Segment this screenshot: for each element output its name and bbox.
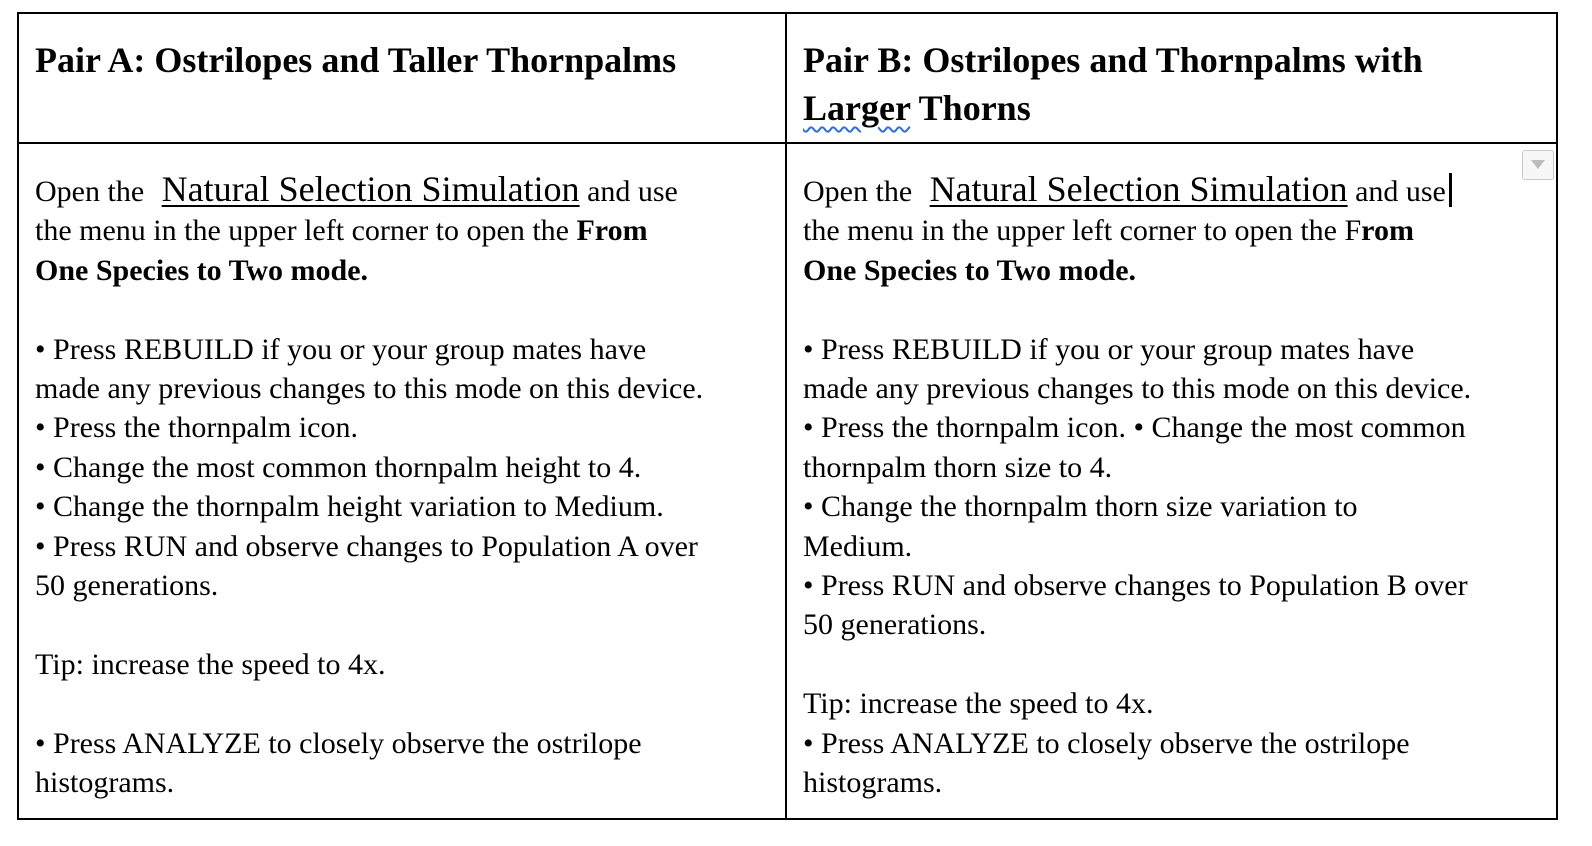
pair-a-body-cell[interactable] (18, 143, 786, 819)
blank-line (803, 290, 1540, 329)
pair-a-intro-line3 (35, 251, 769, 290)
pair-a-mode-name: One Species to Two mode. (35, 253, 369, 287)
pair-a-analyze-line2: histograms. (35, 766, 175, 800)
pair-b-intro-line3 (803, 251, 1540, 290)
pair-b-analyze-line2: histograms. (803, 766, 943, 800)
pair-a-rebuild-line2: made any previous changes to this mode on this device. (35, 372, 704, 406)
pair-a-run-line1: • Press RUN and observe changes to Population A over (35, 529, 698, 563)
pair-b-and-use-text: and use (1355, 175, 1446, 208)
pair-b-simulation-link[interactable]: Natural Selection Simulation (929, 169, 1348, 209)
pair-a-run-line2: 50 generations. (35, 569, 219, 603)
pair-b-variation-line2: Medium. (803, 529, 913, 563)
pair-b-intro-line2 (803, 211, 1540, 250)
pair-a-variation-step: • Change the thornpalm height variation to Medium. (35, 490, 664, 524)
chevron-down-icon[interactable] (1522, 150, 1554, 180)
pair-b-header-line2 (803, 84, 1540, 132)
blank-line (35, 290, 769, 329)
body-row (18, 143, 1557, 819)
blank-line (35, 684, 769, 723)
pair-b-icon-step-line2: thornpalm thorn size to 4. (803, 450, 1113, 484)
pair-b-rebuild-line1: • Press REBUILD if you or your group mates have (803, 332, 1415, 366)
pair-a-header-text: Pair A: Ostrilopes and Taller Thornpalms (35, 40, 677, 80)
pair-b-instructions (787, 144, 1556, 802)
pair-a-intro-line1 (35, 170, 769, 211)
pair-b-open-text: Open the (803, 175, 913, 208)
pair-a-header (19, 14, 785, 84)
pair-a-open-text: Open the (35, 175, 145, 208)
pair-b-header-line1: Pair B: Ostrilopes and Thornpalms with (803, 40, 1423, 80)
text-cursor (1449, 173, 1452, 207)
pair-b-mode-from: rom (1361, 214, 1414, 248)
blank-line (35, 605, 769, 644)
pair-a-analyze-line1: • Press ANALYZE to closely observe the ostrilope (35, 726, 642, 760)
pair-b-menu-text: the menu in the upper left corner to open the F (803, 214, 1362, 248)
blank-line (803, 645, 1540, 684)
pair-b-tip: Tip: increase the speed to 4x. (803, 687, 1154, 721)
pair-a-icon-step: • Press the thornpalm icon. (35, 411, 358, 445)
pair-b-header-rest: Thorns (918, 88, 1031, 128)
pair-b-intro-line1 (803, 170, 1540, 211)
pair-b-mode-name: One Species to Two mode. (803, 253, 1137, 287)
pair-a-and-use-text: and use (587, 175, 678, 208)
pair-a-menu-text: the menu in the upper left corner to open the (35, 214, 569, 248)
pair-a-mode-from: From (576, 214, 648, 248)
pair-a-height-step: • Change the most common thornpalm height to 4. (35, 450, 642, 484)
pair-a-rebuild-line1: • Press REBUILD if you or your group mates have (35, 332, 647, 366)
pair-b-icon-step-line1: • Press the thornpalm icon. • Change the most common (803, 411, 1466, 445)
pair-a-instructions (19, 144, 785, 802)
pair-b-run-line1: • Press RUN and observe changes to Population B over (803, 569, 1468, 603)
pair-b-body-cell[interactable] (786, 143, 1557, 819)
pair-b-header-cell[interactable] (786, 13, 1557, 143)
pair-b-variation-line1: • Change the thornpalm thorn size variation to (803, 490, 1358, 524)
instructions-table (17, 12, 1558, 820)
spellcheck-word[interactable]: Larger (803, 88, 911, 128)
pair-b-header (787, 14, 1556, 132)
pair-b-run-line2: 50 generations. (803, 608, 987, 642)
pair-a-header-cell[interactable] (18, 13, 786, 143)
pair-a-simulation-link[interactable]: Natural Selection Simulation (161, 169, 580, 209)
header-row (18, 13, 1557, 143)
pair-a-tip: Tip: increase the speed to 4x. (35, 647, 386, 681)
pair-b-analyze-line1: • Press ANALYZE to closely observe the ostrilope (803, 726, 1410, 760)
pair-a-intro-line2 (35, 211, 769, 250)
pair-b-rebuild-line2: made any previous changes to this mode on this device. (803, 372, 1472, 406)
